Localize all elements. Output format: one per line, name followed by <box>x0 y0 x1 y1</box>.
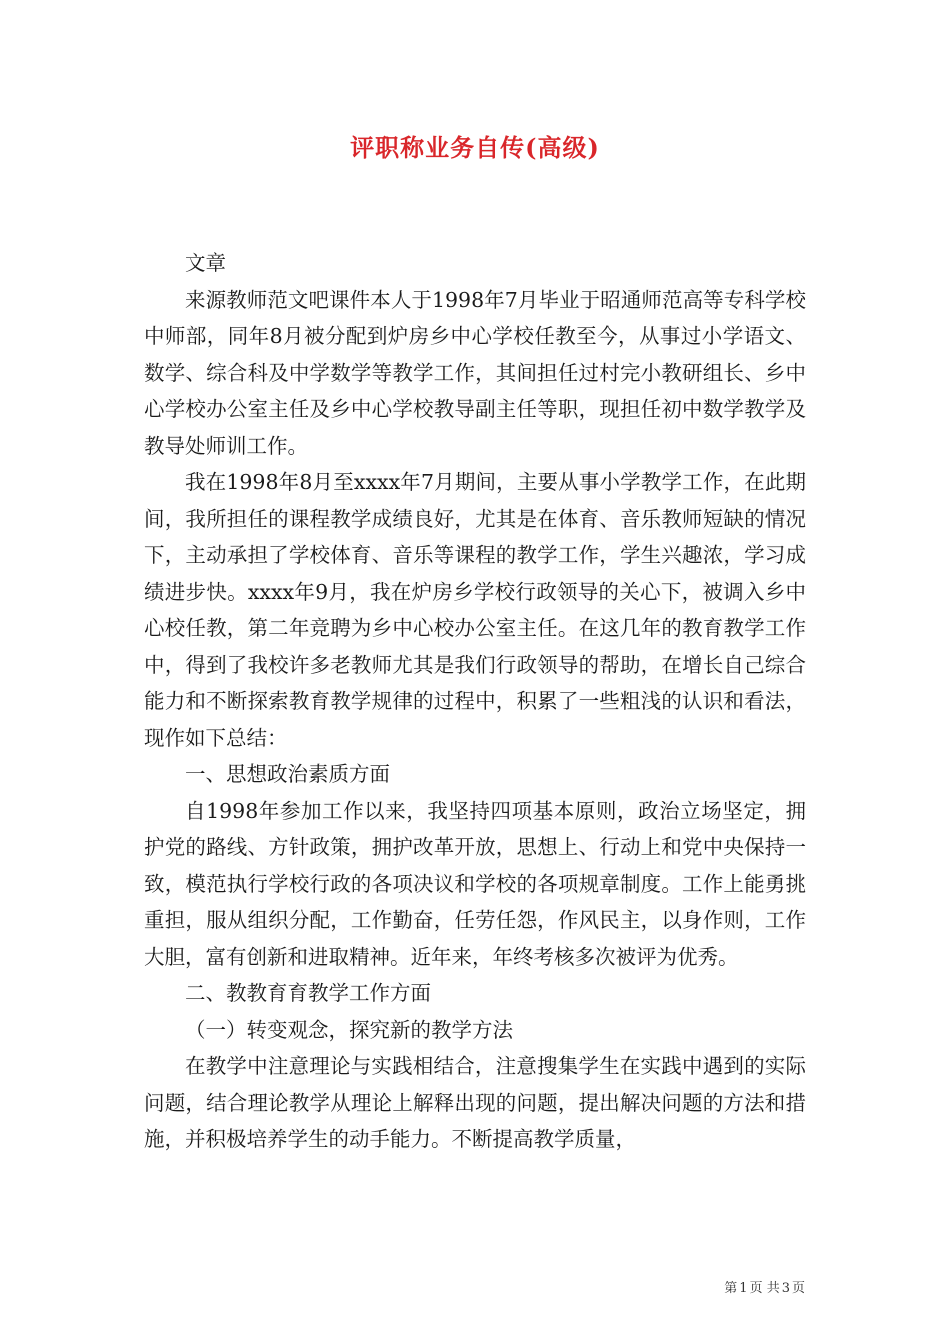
paragraph-experience: 我在1998年8月至xxxx年7月期间，主要从事小学教学工作，在此期间，我所担任的课程教学成绩良好，尤其是在体育、音乐教师短缺的情况下，主动承担了学校体育、音乐等课程的教学工作，学生兴趣浓，学习成绩进步快。xxxx年9月，我在炉房乡学校行政领导的关心下，被调入乡中心校任教，第二年竞聘为乡中心校办公室主任。在这几年的教育教学工作中，得到了我校许多老教师尤其是我们行政领导的帮助，在增长自己综合能力和不断探索教育教学规律的过程中，积累了一些粗浅的认识和看法，现作如下总结： <box>144 470 806 750</box>
section-heading-teaching: 二、教教育育教学工作方面 <box>185 981 431 1005</box>
footer-total-pages: 3 <box>781 1281 790 1296</box>
document-body <box>144 245 806 1158</box>
subsection-heading-methods: （一）转变观念，探究新的教学方法 <box>185 1017 513 1042</box>
footer-prefix: 第 <box>724 1281 738 1296</box>
page-title: 评职称业务自传(高级) <box>350 133 600 162</box>
footer-current-page: 1 <box>739 1281 748 1296</box>
paragraph-label: 文章 <box>185 251 226 275</box>
footer-middle: 页 共 <box>749 1281 780 1296</box>
paragraph-intro: 来源教师范文吧课件本人于1998年7月毕业于昭通师范高等专科学校中师部，同年8月被分配到炉房乡中心学校任教至今，从事过小学语文、数学、综合科及中学数学等教学工作，其间担任过村完小教研组长、乡中心学校办公室主任及乡中心学校教导副主任等职，现担任初中数学教学及教导处师训工作。 <box>144 287 806 458</box>
paragraph-methods: 在教学中注意理论与实践相结合，注意搜集学生在实践中遇到的实际问题，结合理论教学从理论上解释出现的问题，提出解决问题的方法和措施，并积极培养学生的动手能力。不断提高教学质量， <box>144 1054 806 1151</box>
footer-suffix: 页 <box>791 1281 805 1296</box>
section-heading-political: 一、思想政治素质方面 <box>185 762 390 786</box>
paragraph-political: 自1998年参加工作以来，我坚持四项基本原则，政治立场坚定，拥护党的路线、方针政策，拥护改革开放，思想上、行动上和党中央保持一致，模范执行学校行政的各项决议和学校的各项规章制度。工作上能勇挑重担，服从组织分配，工作勤奋，任劳任怨，作风民主，以身作则，工作大胆，富有创新和进取精神。近年来，年终考核多次被评为优秀。 <box>144 798 806 969</box>
page-footer <box>0 1277 806 1296</box>
